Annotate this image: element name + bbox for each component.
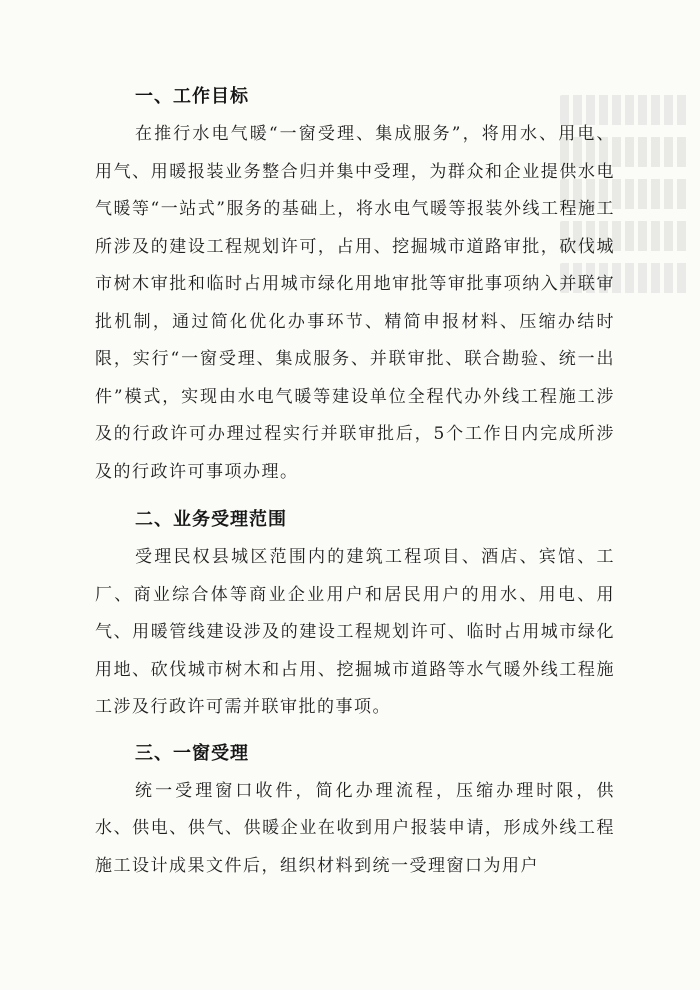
section-single-window <box>95 735 615 886</box>
section-paragraph: 受理民权县城区范围内的建筑工程项目、酒店、宾馆、工厂、商业综合体等商业企业用户和居民用户的用水、用电、用气、用暖管线建设涉及的建设工程规划许可、临时占用城市绿化用地、砍伐城市树木和占用、挖掘城市道路等水气暖外线工程施工涉及行政许可需并联审批的事项。 <box>95 547 615 717</box>
section-business-scope <box>95 501 615 727</box>
section-paragraph: 在推行水电气暖“一窗受理、集成服务”，将用水、用电、用气、用暖报装业务整合归并集中受理，为群众和企业提供水电气暖等“一站式”服务的基础上，将水电气暖等报装外线工程施工所涉及的建设工程规划许可，占用、挖掘城市道路审批，砍伐城市树木审批和临时占用城市绿化用地审批等审批事项纳入并联审批机制，通过简化优化办事环节、精简申报材料、压缩办结时限，实行“一窗受理、集成服务、并联审批、联合勘验、统一出件”模式，实现由水电气暖等建设单位全程代办外线工程施工涉及的行政许可办理过程实行并联审批后，5个工作日内完成所涉及的行政许可事项办理。 <box>95 124 615 482</box>
section-heading: 二、业务受理范围 <box>135 509 287 530</box>
section-work-goal <box>95 78 615 491</box>
document-body <box>95 78 615 885</box>
section-heading: 一、工作目标 <box>135 86 249 107</box>
section-heading: 三、一窗受理 <box>135 742 249 764</box>
section-paragraph: 统一受理窗口收件，简化办理流程，压缩办理时限，供水、供电、供气、供暖企业在收到用户报装申请，形成外线工程施工设计成果文件后，组织材料到统一受理窗口为用户 <box>95 780 615 876</box>
